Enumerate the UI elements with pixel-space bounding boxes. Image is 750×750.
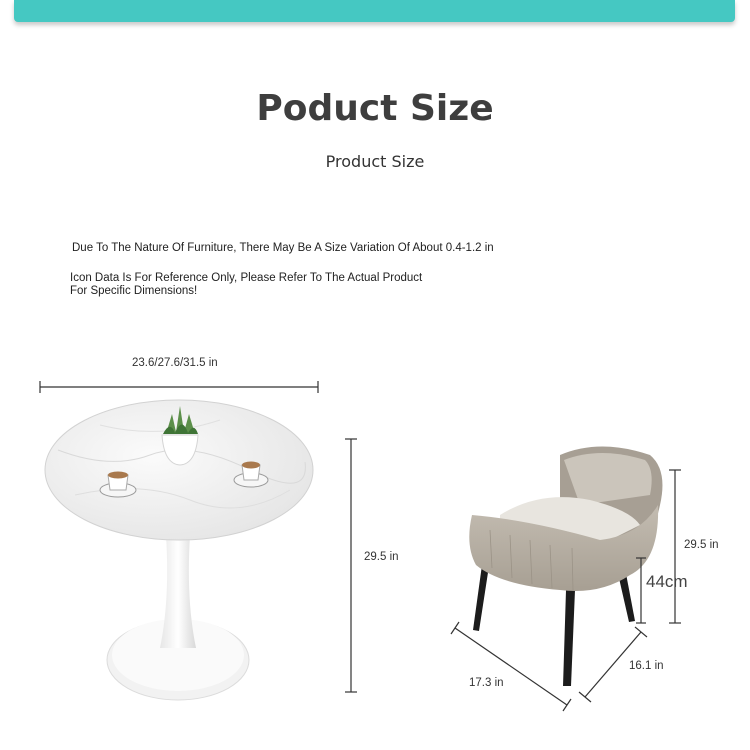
dining-chair: [469, 447, 662, 687]
chair-width-dimension: [451, 622, 571, 711]
round-table: [45, 400, 313, 700]
chair-width-label: 17.3 in: [469, 677, 504, 689]
chair-height-label: 29.5 in: [684, 539, 719, 551]
table-width-dimension: [40, 381, 318, 393]
chair-height-dimension: [669, 470, 681, 623]
chair-depth-label: 16.1 in: [629, 660, 664, 672]
reference-note: Icon Data Is For Reference Only, Please Refer To The Actual Product For Specific Dimensions!: [70, 272, 423, 297]
table-height-dimension: [345, 439, 357, 692]
table-diameter-label: 23.6/27.6/31.5 in: [132, 357, 218, 369]
table-height-label: 29.5 in: [364, 551, 399, 563]
seat-height-label: 44cm: [646, 572, 688, 591]
page-title: Poduct Size: [256, 88, 494, 129]
size-variation-note: Due To The Nature Of Furniture, There May Be A Size Variation Of About 0.4-1.2 in: [72, 242, 494, 254]
page-subtitle: Product Size: [325, 152, 425, 171]
